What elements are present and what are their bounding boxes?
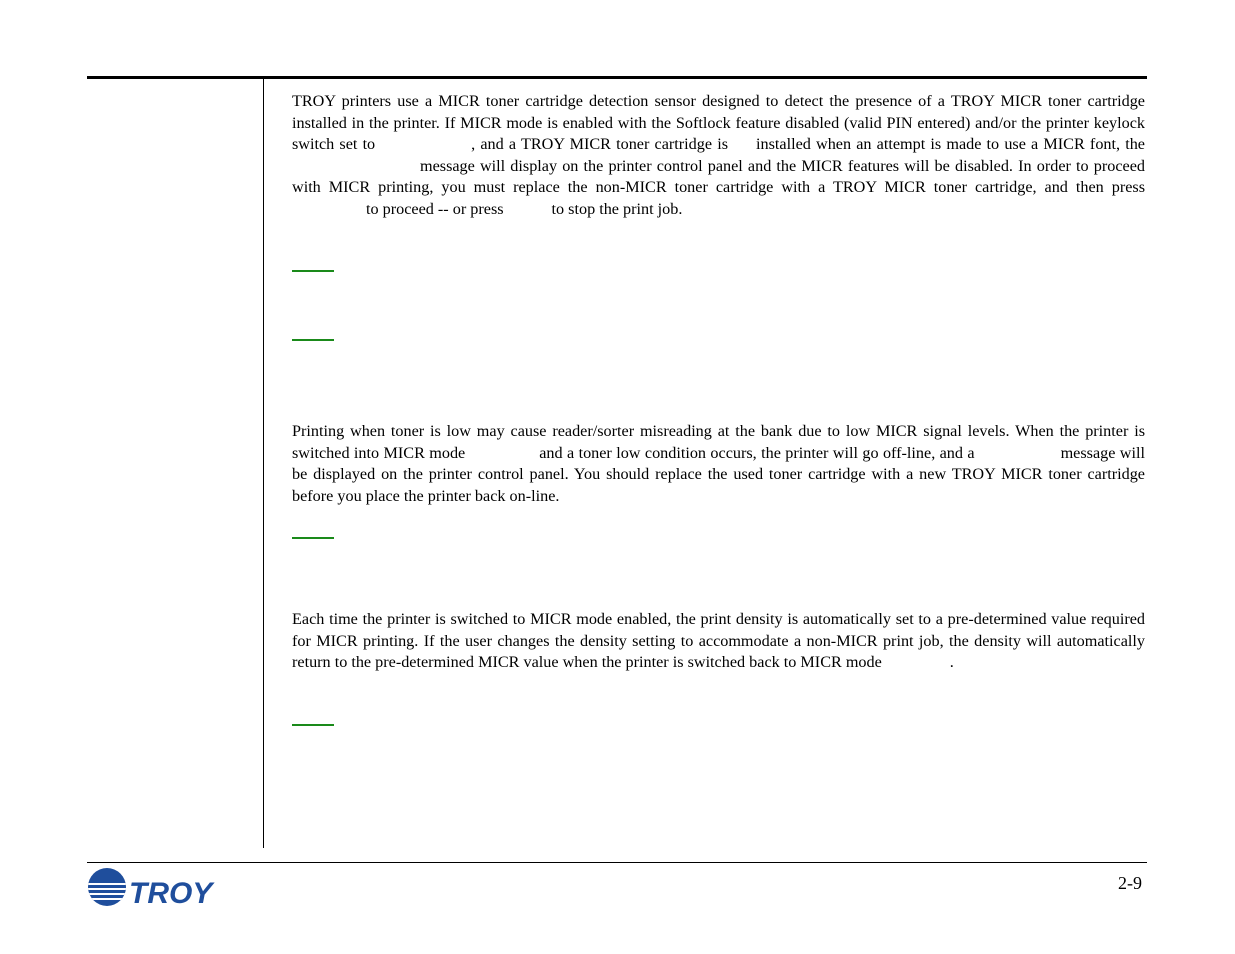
- note-marker-2: [292, 339, 334, 341]
- note-marker-3: [292, 537, 334, 539]
- text-part: TROY printers use a MICR toner cartridge detection sensor designed to detect the presence of a TROY MICR toner cartridge installed in the printer. If MICR mode is enabled with the Softlock feature disabled (valid PIN entered) and/or the printer keylock switch set to: [292, 92, 1145, 153]
- text-part: , and a TROY MICR toner cartridge is: [471, 135, 729, 153]
- text-part: and a toner low condition occurs, the printer will go off-line, and a: [539, 443, 975, 462]
- text-part: to proceed -- or press: [366, 199, 504, 218]
- troy-logo: [87, 865, 222, 910]
- text-part: Each time the printer is switched to MICR mode enabled, the print density is automatically set to a pre-determined value required for MICR printing. If the user changes the density setting to accommodate a non-MICR print job, the density will automatically return to the pre-determined MICR value when the printer is switched back to MICR mode: [292, 610, 1145, 671]
- text-part: message will display on the printer control panel and the MICR features will be disabled. In order to proceed with MICR printing, you must replace the non-MICR toner cartridge with a TROY MICR toner cartridge, and then press: [292, 156, 1145, 196]
- text-part: .: [949, 653, 954, 671]
- page-number: 2-9: [1118, 873, 1142, 893]
- text-part: installed when an attempt is made to use a MICR font, the: [756, 135, 1145, 153]
- text-part: to stop the print job.: [551, 199, 683, 218]
- logo-wordmark: TROY: [129, 877, 213, 910]
- header-rule: [87, 76, 1147, 79]
- footer-rule: [87, 862, 1147, 863]
- globe-icon: [87, 865, 127, 910]
- print-density-paragraph: [292, 609, 1145, 674]
- micr-cartridge-detection-paragraph: [292, 91, 1145, 220]
- note-marker-1: [292, 270, 334, 272]
- text-part: message will be displayed on the printer control panel. You should replace the used toner cartridge with a new TROY MICR toner cartridge before you place the printer back on-line.: [292, 443, 1145, 505]
- toner-low-paragraph: [292, 421, 1145, 507]
- note-marker-4: [292, 724, 334, 726]
- text-part: Printing when toner is low may cause reader/sorter misreading at the bank due to low MICR signal levels. When the printer is switched into MICR mode: [292, 422, 1145, 462]
- margin-rule: [263, 79, 264, 848]
